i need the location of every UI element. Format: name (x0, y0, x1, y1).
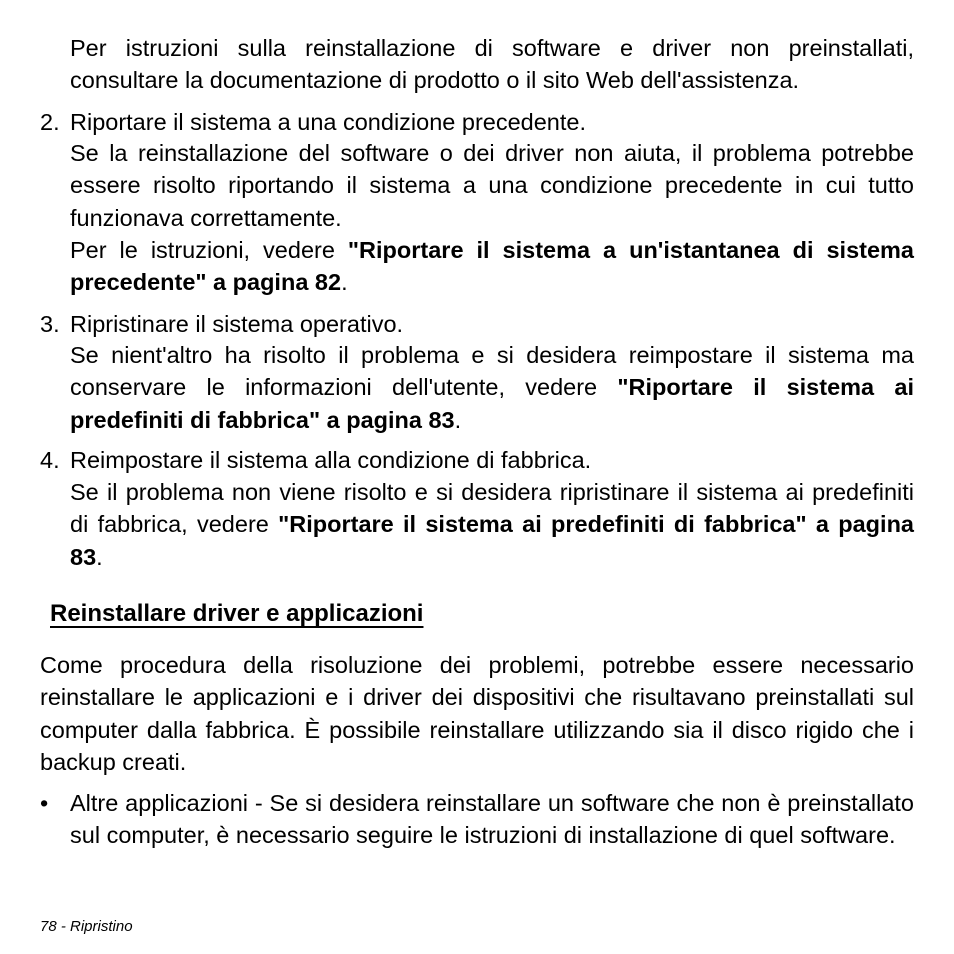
bullet-item: Altre applicazioni - Se si desidera reinstallare un software che non è preinstallato sul computer, è necessario seguire le istruzioni di installazione di quel software. (70, 790, 914, 849)
step-title: Riportare il sistema a una condizione precedente. (70, 109, 586, 135)
reference-link-text: "Riportare il sistema a un'istantanea di sistema precedente" a pagina 82 (70, 237, 915, 296)
step-title: Ripristinare il sistema operativo. (70, 311, 404, 337)
reference-prefix: Per le istruzioni, vedere (70, 237, 348, 263)
page-footer: 78 - Ripristino (40, 918, 133, 935)
reference-link-text: "Riportare il sistema ai predefiniti di fabbrica" a pagina 83 (70, 511, 914, 570)
reference-link-text: "Riportare il sistema ai predefiniti di fabbrica" a pagina 83 (70, 374, 914, 433)
body-prefix: Se il problema non viene risolto e si desidera ripristinare il sistema ai predefiniti di fabbrica, vedere (70, 479, 914, 538)
bullet-symbol: • (40, 790, 49, 816)
step-body (70, 339, 914, 436)
step-reference (70, 234, 914, 299)
body-prefix: Se nient'altro ha risolto il problema e si desidera reimpostare il sistema ma conservare le informazioni dell'utente, vedere (70, 342, 914, 401)
section-paragraph: Come procedura della risoluzione dei problemi, potrebbe essere necessario reinstallare le applicazioni e i driver dei dispositivi che risultavano preinstallati sul computer dalla fabbrica. È possibile reinstallare utilizzando sia il disco rigido che i backup creati. (40, 652, 914, 775)
step-body (70, 476, 914, 573)
body-suffix: . (454, 406, 462, 433)
intro-paragraph: Per istruzioni sulla reinstallazione di software e driver non preinstallati, consultare la documentazione di prodotto o il sito Web dell'assistenza. (70, 35, 914, 94)
section-heading: Reinstallare driver e applicazioni (50, 600, 424, 627)
step-title: Reimpostare il sistema alla condizione di fabbrica. (70, 447, 592, 473)
step-body: Se la reinstallazione del software o dei driver non aiuta, il problema potrebbe essere risolto riportando il sistema a una condizione precedente in cui tutto funzionava correttamente. (70, 140, 914, 231)
reference-suffix: . (341, 269, 348, 296)
step-number: 3. (40, 311, 60, 337)
step-number: 2. (40, 109, 60, 135)
step-number: 4. (40, 447, 60, 473)
body-suffix: . (96, 543, 103, 570)
